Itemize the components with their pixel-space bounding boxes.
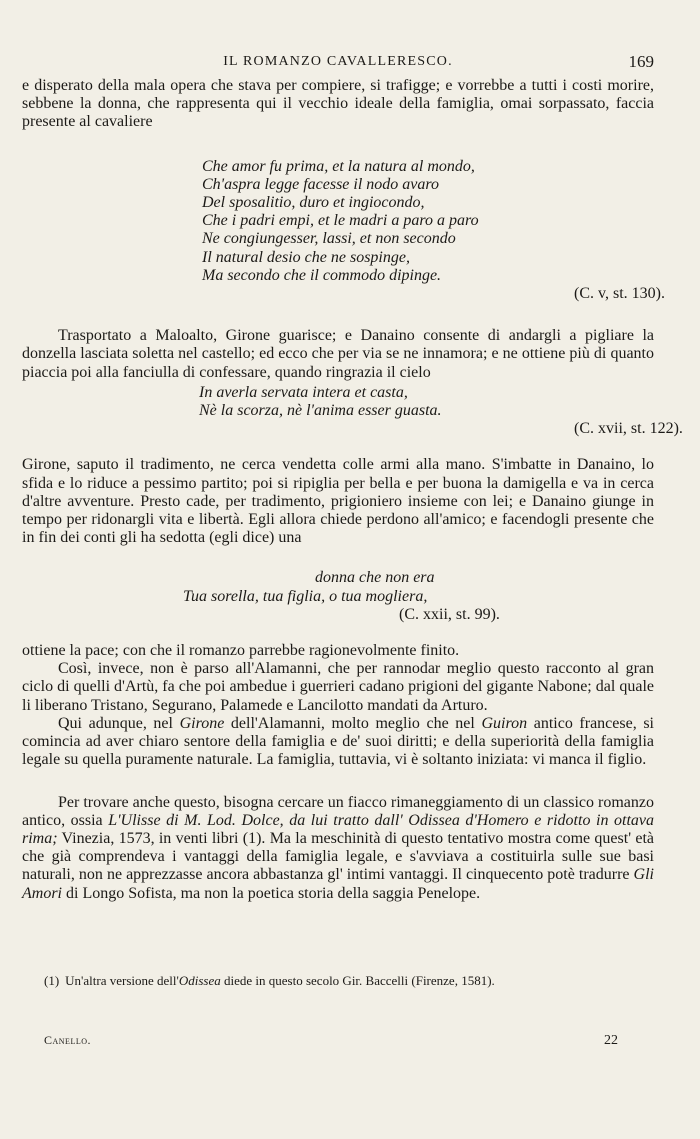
verse-line: Che i padri empi, et le madri a paro a paro <box>202 212 479 230</box>
paragraph-text: Qui adunque, nel <box>58 714 180 732</box>
paragraph: e disperato della mala opera che stava per compiere, si trafigge; e vorrebbe a tutti i costi morire, sebbene la donna, che rappresenta qui il vecchio ideale della famiglia, omai sorpassato, faccia presente al cavaliere <box>22 77 654 131</box>
footnote <box>44 973 654 989</box>
work-title: L'Ulisse di M. Lod. Dolce, da lui tratto dall' Odissea d'Homero e ridotto in ottava rima; <box>22 811 655 847</box>
paragraph-text: dell'Alamanni, molto meglio che nel <box>224 714 482 732</box>
verse-line: Nè la scorza, nè l'anima esser guasta. <box>199 402 442 420</box>
paragraph: Così, invece, non è parso all'Alamanni, che per rannodar meglio questo racconto al gran ciclo di quelli d'Artù, fa che poi ambedue i guerrieri cadano prigioni del gigante Nabone; dal quale li liberano Tristano, Segurano, Palamede e Lancilotto mandati da Arturo. <box>22 660 654 714</box>
verse-reference: (C. xvii, st. 122). <box>574 420 683 438</box>
page-header <box>22 52 654 74</box>
paragraph-text: antico francese, si comincia ad aver chiaro sentore della famiglia e de' suoi diritti; e della superiorità della famiglia legale su quella puramente naturale. La famiglia, tuttavia, vi è soltanto iniziata: vi manca il figlio. <box>22 714 654 769</box>
verse-line: Il natural desio che ne sospinge, <box>202 248 410 266</box>
verse-quotation <box>22 569 654 624</box>
verse-quotation <box>22 157 665 304</box>
sheet-number: 22 <box>604 1033 618 1048</box>
verse-line: Del sposalitio, duro et ingiocondo, <box>202 194 425 212</box>
running-title: IL ROMANZO CAVALLERESCO. <box>223 54 453 69</box>
paragraph: ottiene la pace; con che il romanzo parrebbe ragionevolmente finito. <box>22 642 460 660</box>
work-title: Girone <box>179 714 225 732</box>
page-footer <box>44 1033 618 1053</box>
paragraph-text: Vinezia, 1573, in venti libri (1). Ma la meschinità di questo tentativo mostra come quest' età che già comprendeva i vantaggi della famiglia legale, e s'avviava a costituirla sulle sue basi naturali, non ne apprezzasse ancora abbastanza gl' intimi vantaggi. Il cinquecento potè tradurre <box>22 829 654 884</box>
paragraph-text: Per trovare anche questo, bisogna cercare un fiacco rimaneggiamento di un classico romanzo antico, ossia <box>22 793 654 829</box>
footnote-text: diede in questo secolo Gir. Baccelli (Firenze, 1581). <box>220 973 495 988</box>
verse-quotation <box>22 383 683 439</box>
paragraph <box>22 794 654 903</box>
verse-line: Tua sorella, tua figlia, o tua mogliera, <box>183 587 428 605</box>
verse-line: Che amor fu prima, et la natura al mondo, <box>202 157 475 175</box>
paragraph: Girone, saputo il tradimento, ne cerca vendetta colle armi alla mano. S'imbatte in Danaino, lo sfida e lo riduce a pessimo partito; poi si ripiglia per bella e per buona la damigella e va in cerca d'altre avventure. Presto cade, per tradimento, prigioniero insieme con lei; e Danaino giunge in tempo per ridonargli vita e libertà. Egli allora chiede perdono all'amico; e facendogli presente che in fin dei conti gli ha sedotta (egli dice) una <box>22 456 654 547</box>
page-number: 169 <box>628 52 654 71</box>
work-title: Gli Amori <box>22 866 654 902</box>
verse-line: Ma secondo che il commodo dipinge. <box>202 266 442 284</box>
footnote-marker: (1) <box>44 973 60 988</box>
verse-line: Ne congiungesser, lassi, et non secondo <box>202 230 456 248</box>
paragraph-text: di Longo Sofista, ma non la poetica storia della saggia Penelope. <box>62 884 481 902</box>
verse-line: Ch'aspra legge facesse il nodo avaro <box>202 175 440 193</box>
verse-reference: (C. xxii, st. 99). <box>399 605 500 623</box>
work-title: Odissea <box>178 973 221 988</box>
verse-line: In averla servata intera et casta, <box>199 383 408 401</box>
footnote-text: Un'altra versione dell' <box>65 973 179 988</box>
paragraph <box>22 715 654 770</box>
paragraph: Trasportato a Maloalto, Girone guarisce; e Danaino consente di andargli a pigliare la donzella lasciata soletta nel castello; ed ecco che per via se ne innamora; e ne ottiene più di quanto piaccia poi alla fanciulla di confessare, quando ringrazia il cielo <box>22 327 654 381</box>
verse-reference: (C. v, st. 130). <box>574 285 665 303</box>
printer-signature: Canello. <box>44 1033 91 1047</box>
page-body <box>22 77 683 903</box>
verse-line: donna che non era <box>315 569 435 587</box>
work-title: Guiron <box>481 714 528 732</box>
